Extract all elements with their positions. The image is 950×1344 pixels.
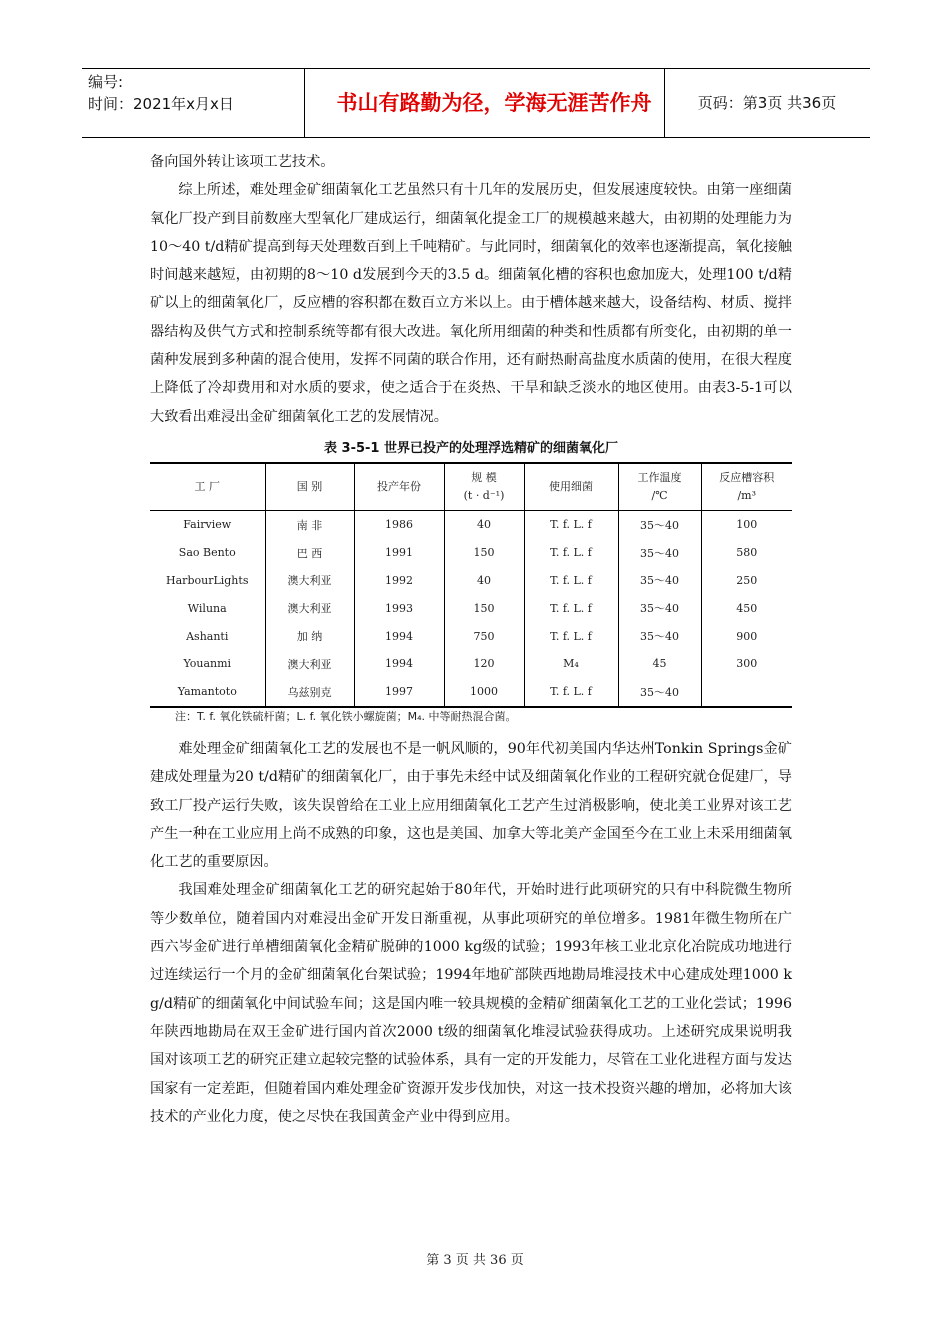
table-cell: 35～40 bbox=[618, 622, 701, 650]
table-cell: 1994 bbox=[354, 650, 444, 678]
table-cell: T. f. L. f bbox=[524, 511, 618, 539]
paragraph: 难处理金矿细菌氧化工艺的发展也不是一帆风顺的，90年代初美国内华达州Tonkin Springs金矿建成处理量为20 t/d精矿的细菌氧化厂，由于事先未经中试及细菌氧化作业的工程研究就仓促建厂，导致工厂投产运行失败，该失误曾给在工业上应用细菌氧化工艺产生过消极影响，使北美工业界对该工艺产生一种在工业应用上尚不成熟的印象，这也是美国、加拿大等北美产金国至今在工业上未采用细菌氧化工艺的重要原因。 bbox=[150, 741, 792, 871]
table-cell: 1000 bbox=[444, 678, 524, 707]
paragraph: 备向国外转让该项工艺技术。 bbox=[150, 154, 335, 170]
table-row bbox=[150, 678, 792, 707]
table-cell: 1997 bbox=[354, 678, 444, 707]
table-cell: T. f. L. f bbox=[524, 567, 618, 595]
table-row bbox=[150, 539, 792, 567]
table-cell: 南 非 bbox=[265, 511, 354, 539]
number-label: 编号: bbox=[88, 73, 124, 91]
table-cell: Fairview bbox=[183, 518, 232, 532]
header-meta bbox=[88, 71, 288, 115]
time-label: 时间：2021年x月x日 bbox=[88, 95, 234, 113]
table-cell: 580 bbox=[701, 539, 792, 567]
table-row bbox=[150, 650, 792, 678]
table-note: 注：T. f. 氧化铁硫杆菌；L. f. 氧化铁小螺旋菌；M₄. 中等耐热混合菌。 bbox=[175, 710, 517, 723]
column-header: 工作温度 /℃ bbox=[618, 463, 701, 511]
table-cell: T. f. L. f bbox=[524, 594, 618, 622]
table-cell: T. f. L. f bbox=[524, 539, 618, 567]
table-cell: 澳大利亚 bbox=[265, 567, 354, 595]
table-cell: 巴 西 bbox=[265, 539, 354, 567]
column-header: 国 别 bbox=[265, 463, 354, 511]
table-cell: 35～40 bbox=[618, 594, 701, 622]
table-cell: 900 bbox=[701, 622, 792, 650]
table-cell: Ashanti bbox=[186, 629, 229, 643]
body-text-bottom bbox=[150, 735, 792, 1131]
table-row bbox=[150, 622, 792, 650]
table-header-row bbox=[150, 463, 792, 511]
table-cell: 250 bbox=[701, 567, 792, 595]
table-cell: 1994 bbox=[354, 622, 444, 650]
table-cell: 1993 bbox=[354, 594, 444, 622]
table-caption: 表 3-5-1 世界已投产的处理浮选精矿的细菌氧化厂 bbox=[324, 441, 618, 456]
column-header: 使用细菌 bbox=[524, 463, 618, 511]
table-cell: 澳大利亚 bbox=[265, 594, 354, 622]
table-cell: 乌兹别克 bbox=[265, 678, 354, 707]
paragraph: 综上所述，难处理金矿细菌氧化工艺虽然只有十几年的发展历史，但发展速度较快。由第一座细菌氧化厂投产到目前数座大型氧化厂建成运行，细菌氧化提金工厂的规模越来越大，由初期的处理能力为10～40 t/d精矿提高到每天处理数百到上千吨精矿。与此同时，细菌氧化的效率也逐渐提高，氧化接触时间越来越短，由初期的8～10 d发展到今天的3.5 d。细菌氧化槽的容积也愈加庞大，处理100 t/d精矿以上的细菌氧化厂，反应槽的容积都在数百立方米以上。由于槽体越来越大，设备结构、材质、搅拌器结构及供气方式和控制系统等都有很大改进。氧化所用细菌的种类和性质都有所变化，由初期的单一菌种发展到多种菌的混合使用，发挥不同菌的联合作用，还有耐热耐高盐度水质菌的使用，在很大程度上降低了冷却费用和对水质的要求，使之适合于在炎热、干旱和缺乏淡水的地区使用。由表3-5-1可以大致看出难浸出金矿细菌氧化工艺的发展情况。 bbox=[150, 182, 792, 425]
table-row bbox=[150, 511, 792, 539]
column-header: 反应槽容积 /m³ bbox=[701, 463, 792, 511]
table-cell: 35～40 bbox=[618, 678, 701, 707]
table-cell: 澳大利亚 bbox=[265, 650, 354, 678]
table-cell: 45 bbox=[618, 650, 701, 678]
table-cell: 加 纳 bbox=[265, 622, 354, 650]
table-cell: HarbourLights bbox=[166, 573, 249, 587]
table-cell: Youanmi bbox=[183, 657, 232, 671]
header-page-label: 页码：第3页 共36页 bbox=[697, 94, 837, 112]
table-cell: Yamantoto bbox=[150, 678, 265, 707]
table-cell: Wiluna bbox=[187, 601, 227, 615]
table-cell: 150 bbox=[444, 594, 524, 622]
column-header: 工 厂 bbox=[150, 463, 265, 511]
table-cell: 1991 bbox=[354, 539, 444, 567]
table-cell: 150 bbox=[444, 539, 524, 567]
table-cell: T. f. L. f bbox=[524, 678, 618, 707]
table-cell bbox=[701, 678, 792, 707]
table-cell: 40 bbox=[444, 511, 524, 539]
page-footer: 第 3 页 共 36 页 bbox=[426, 1253, 524, 1268]
header-motto: 书山有路勤为径，学海无涯苦作舟 bbox=[336, 91, 652, 115]
table-cell: M₄ bbox=[524, 650, 618, 678]
table-cell: 1986 bbox=[354, 511, 444, 539]
table-cell: 1992 bbox=[354, 567, 444, 595]
table-cell: 100 bbox=[701, 511, 792, 539]
table-cell: Sao Bento bbox=[178, 546, 236, 560]
table-cell: 750 bbox=[444, 622, 524, 650]
body-text-top bbox=[150, 148, 792, 431]
table-row bbox=[150, 567, 792, 595]
table-row bbox=[150, 594, 792, 622]
table-cell: 450 bbox=[701, 594, 792, 622]
column-header: 投产年份 bbox=[354, 463, 444, 511]
table-cell: 35～40 bbox=[618, 539, 701, 567]
paragraph: 我国难处理金矿细菌氧化工艺的研究起始于80年代，开始时进行此项研究的只有中科院微生物所等少数单位，随着国内对难浸出金矿开发日渐重视，从事此项研究的单位增多。1981年微生物所在广西六岑金矿进行单槽细菌氧化金精矿脱砷的1000 kg级的试验；1993年核工业北京化冶院成功地进行过连续运行一个月的金矿细菌氧化台架试验；1994年地矿部陕西地勘局堆浸技术中心建成处理1000 kg/d精矿的细菌氧化中间试验车间；这是国内唯一较具规模的金精矿细菌氧化工艺的工业化尝试；1996年陕西地勘局在双王金矿进行国内首次2000 t级的细菌氧化堆浸试验获得成功。上述研究成果说明我国对该项工艺的研究正建立起较完整的试验体系，具有一定的开发能力，尽管在工业化进程方面与发达国家有一定差距，但随着国内难处理金矿资源开发步伐加快，对这一技术投资兴趣的增加，必将加大该技术的产业化力度，使之尽快在我国黄金产业中得到应用。 bbox=[150, 882, 792, 1125]
plants-table bbox=[150, 462, 792, 708]
column-header: 规 模 (t · d⁻¹) bbox=[444, 463, 524, 511]
table-cell: 35～40 bbox=[618, 567, 701, 595]
page-header bbox=[82, 68, 870, 138]
table-cell: 35～40 bbox=[618, 511, 701, 539]
table-cell: T. f. L. f bbox=[524, 622, 618, 650]
table-cell: 300 bbox=[701, 650, 792, 678]
table-cell: 120 bbox=[444, 650, 524, 678]
table-cell: 40 bbox=[444, 567, 524, 595]
